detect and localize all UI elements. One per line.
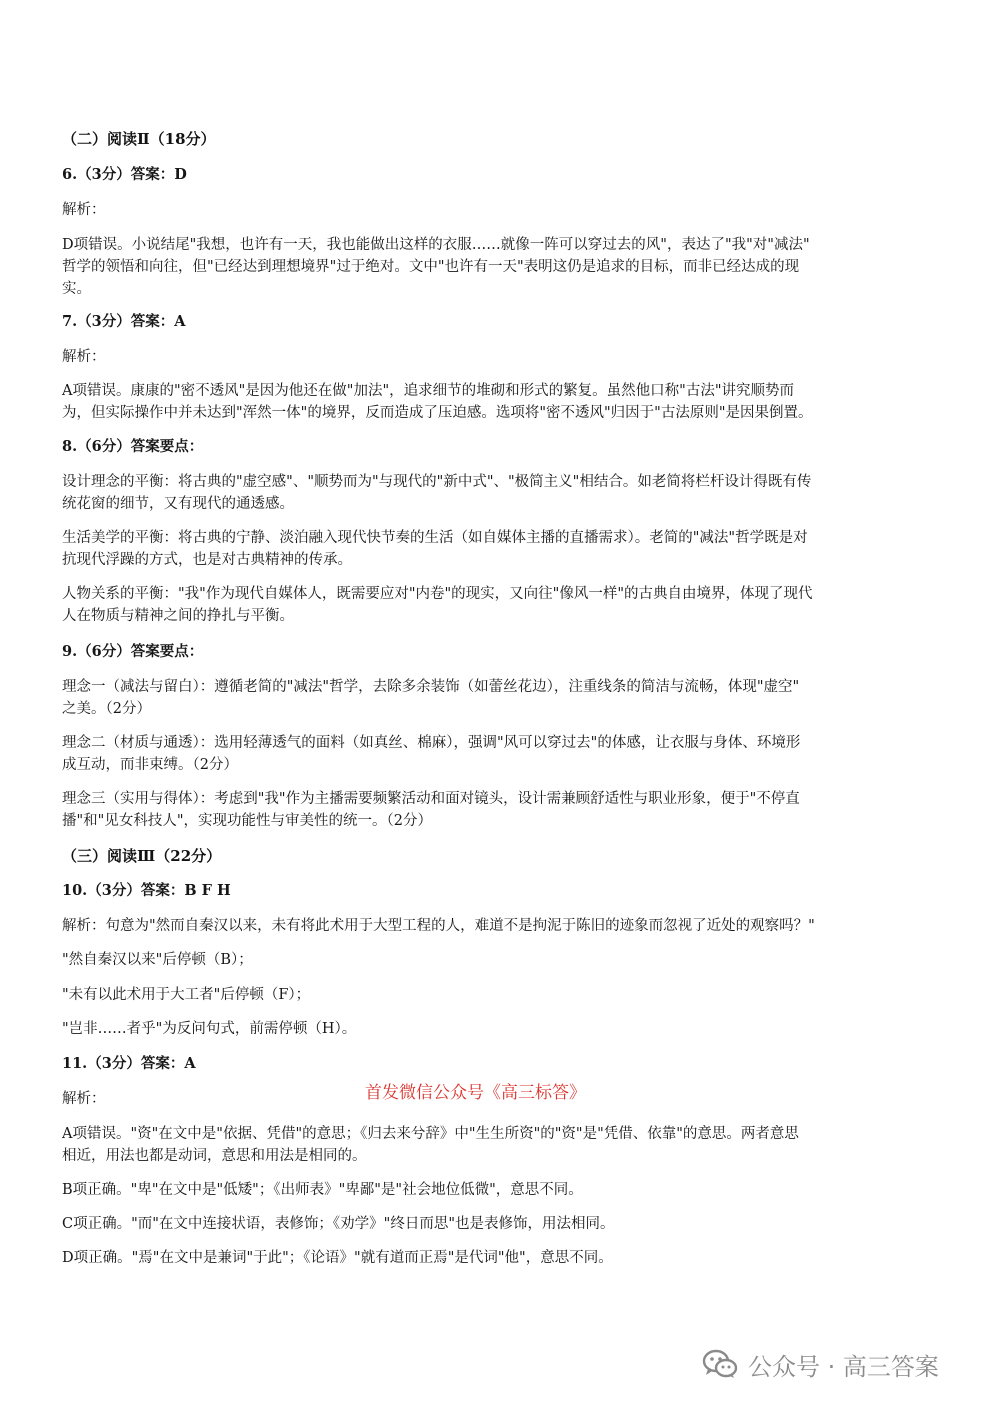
question-7-head: 7.（3分）答案：A — [62, 313, 186, 330]
question-11-head: 11.（3分）答案：A — [62, 1055, 196, 1072]
question-10-head: 10.（3分）答案：B F H — [62, 882, 231, 899]
q6-line: D项错误。小说结尾"我想，也许有一天，我也能做出这样的衣服……就像一阵可以穿过去的风"，表达了"我"对"减法" — [62, 237, 810, 253]
q8-para-1: 设计理念的平衡：将古典的"虚空感"、"顺势而为"与现代的"新中式"、"极简主义"相结合。如老简将栏杆设计得既有传 — [62, 474, 812, 490]
section-heading: （二）阅读Ⅱ（18分） — [62, 130, 216, 148]
watermark-text: 首发微信公众号《高三标答》 — [365, 1083, 586, 1103]
footer-watermark — [702, 1344, 939, 1384]
q8-para-3: 人在物质与精神之间的挣扎与平衡。 — [62, 608, 294, 624]
question-9-head: 9.（6分）答案要点： — [62, 643, 204, 660]
q9-para-3: 理念三（实用与得体）：考虑到"我"作为主播需要频繁活动和面对镜头，设计需兼顾舒适性与职业形象，便于"不停直 — [62, 791, 800, 807]
q11-option-d: D项正确。"焉"在文中是兼词"于此"；《论语》"就有道而正焉"是代词"他"，意思不同。 — [62, 1250, 613, 1266]
q9-para-1: 之美。（2分） — [62, 701, 151, 717]
section-heading: （三）阅读Ⅲ（22分） — [62, 847, 222, 865]
q6-line: 哲学的领悟和向往，但"已经达到理想境界"过于绝对。文中"也许有一天"表明这仍是追求的目标，而非已经达成的现 — [62, 259, 800, 275]
question-6-head: 6.（3分）答案：D — [62, 166, 187, 183]
q11-option-a: A项错误。"资"在文中是"依据、凭借"的意思；《归去来兮辞》中"生生所资"的"资"是"凭借、依靠"的意思。两者意思 — [62, 1126, 799, 1142]
q8-para-3: 人物关系的平衡："我"作为现代自媒体人，既需要应对"内卷"的现实，又向往"像风一样"的古典自由境界，体现了现代 — [62, 586, 813, 602]
analysis-label: 解析： — [62, 349, 106, 365]
q9-para-3: 播"和"见女科技人"，实现功能性与审美性的统一。（2分） — [62, 813, 432, 829]
question-8-head: 8.（6分）答案要点： — [62, 438, 204, 455]
q7-line: A项错误。康康的"密不透风"是因为他还在做"加法"，追求细节的堆砌和形式的繁复。虽然他口称"古法"讲究顺势而 — [62, 383, 794, 399]
q9-para-1: 理念一（减法与留白）：遵循老简的"减法"哲学，去除多余装饰（如蕾丝花边），注重线条的简洁与流畅，体现"虚空" — [62, 679, 800, 695]
q10-line: 解析：句意为"然而自秦汉以来，未有将此术用于大型工程的人，难道不是拘泥于陈旧的迹象而忽视了近处的观察吗？" — [62, 918, 815, 934]
analysis-label: 解析： — [62, 1091, 106, 1107]
q8-para-2: 抗现代浮躁的方式，也是对古典精神的传承。 — [62, 552, 352, 568]
q8-para-2: 生活美学的平衡：将古典的宁静、淡泊融入现代快节奏的生活（如自媒体主播的直播需求）。老简的"减法"哲学既是对 — [62, 530, 808, 546]
q11-option-b: B项正确。"卑"在文中是"低矮"；《出师表》"卑鄙"是"社会地位低微"，意思不同。 — [62, 1182, 583, 1198]
q10-line: "岂非……者乎"为反问句式，前需停顿（H）。 — [62, 1021, 357, 1037]
q7-line: 为，但实际操作中并未达到"浑然一体"的境界，反而造成了压迫感。选项将"密不透风"归因于"古法原则"是因果倒置。 — [62, 405, 813, 421]
footer-watermark-text: 公众号 · 高三答案 — [748, 1352, 939, 1381]
q11-option-a: 相近，用法也都是动词，意思和用法是相同的。 — [62, 1148, 367, 1164]
wechat-icon — [702, 1349, 738, 1379]
analysis-label: 解析： — [62, 202, 106, 218]
q10-line: "未有以此术用于大工者"后停顿（F）； — [62, 987, 311, 1003]
q9-para-2: 理念二（材质与通透）：选用轻薄透气的面料（如真丝、棉麻），强调"风可以穿过去"的体感，让衣服与身体、环境形 — [62, 735, 801, 751]
q11-option-c: C项正确。"而"在文中连接状语，表修饰；《劝学》"终日而思"也是表修饰，用法相同。 — [62, 1216, 615, 1232]
q10-line: "然自秦汉以来"后停顿（B）； — [62, 952, 253, 968]
q8-para-1: 统花窗的细节，又有现代的通透感。 — [62, 496, 294, 512]
q6-line: 实。 — [62, 281, 91, 297]
q9-para-2: 成互动，而非束缚。（2分） — [62, 757, 238, 773]
